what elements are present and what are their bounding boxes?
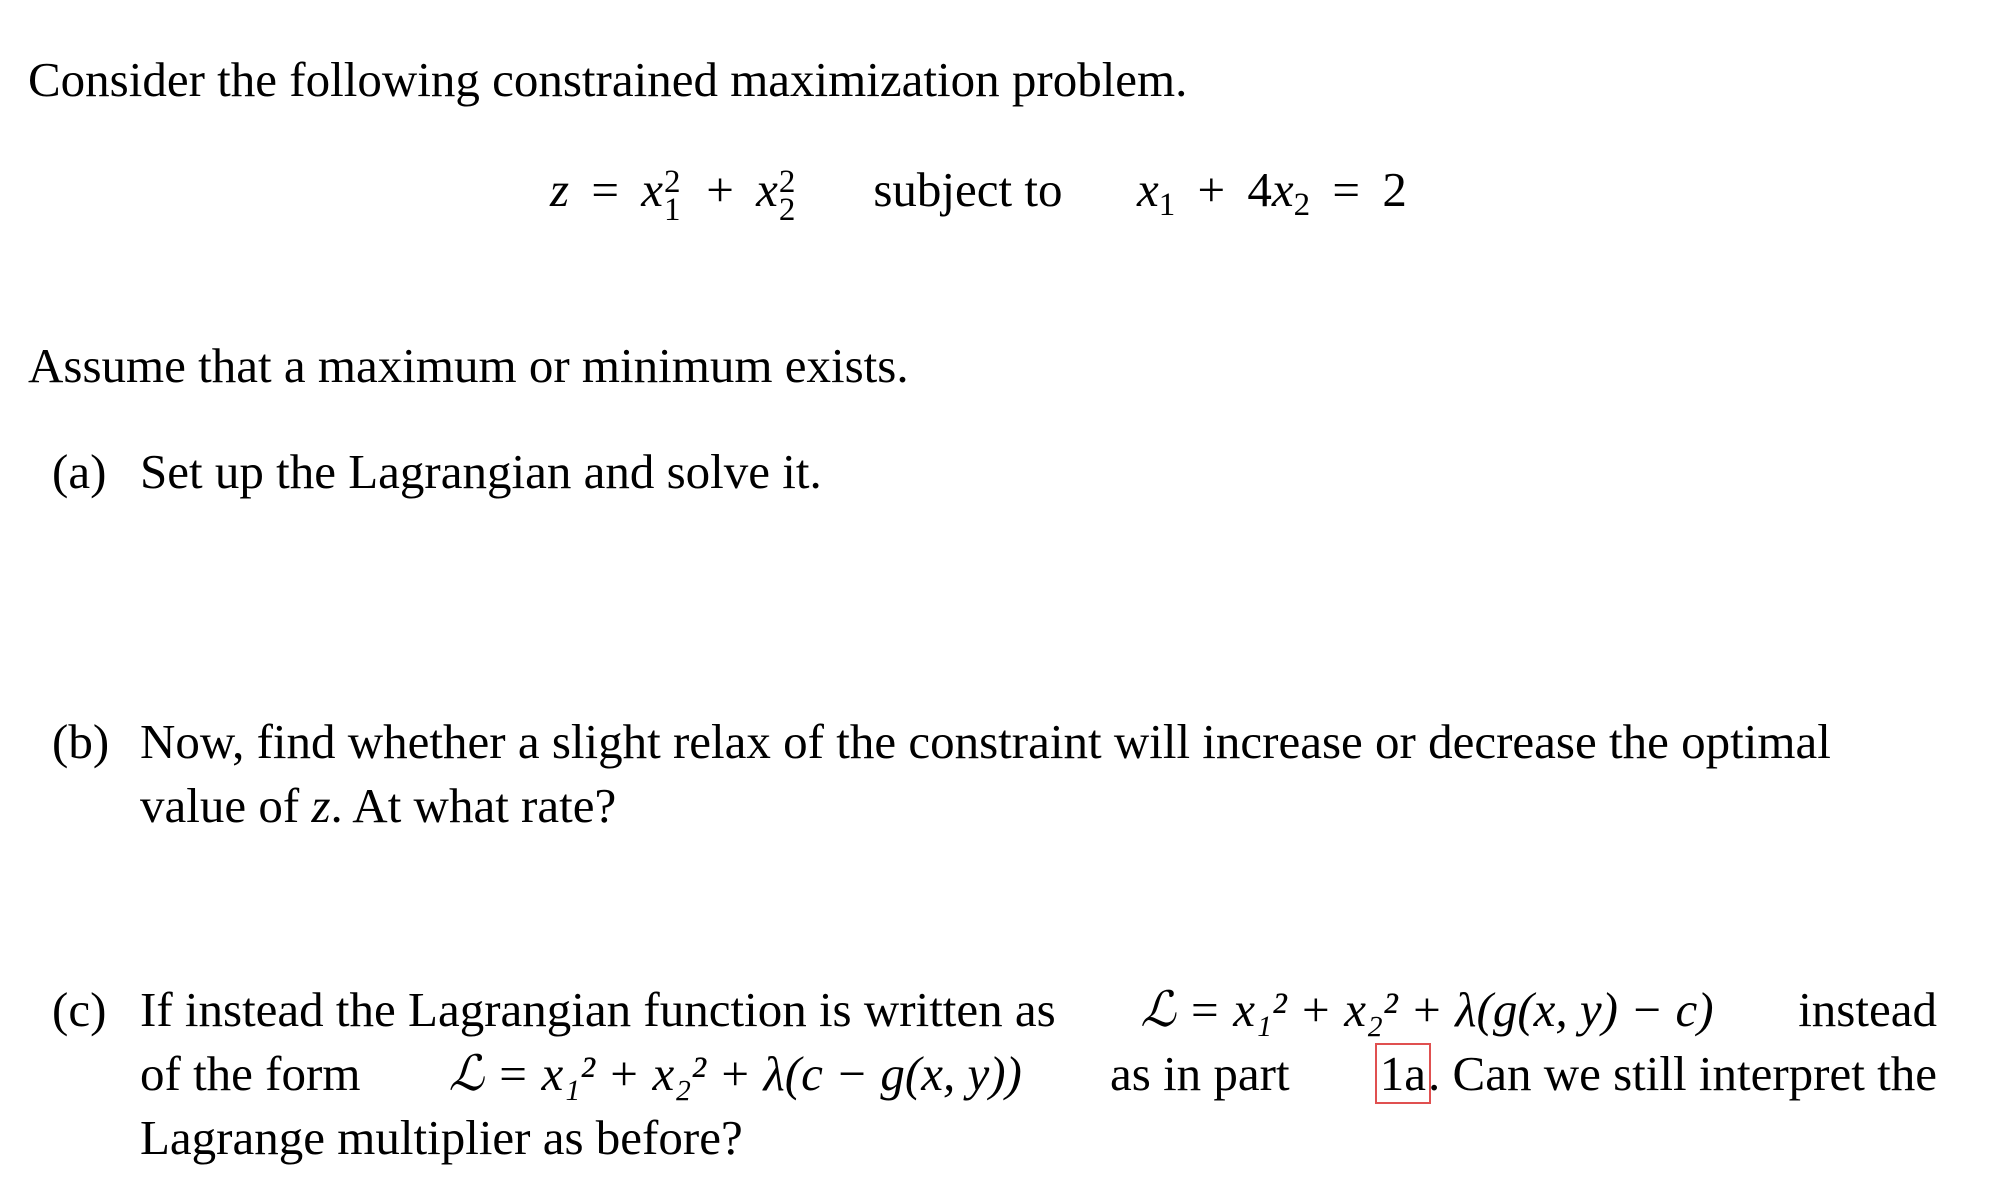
part-b-line-2-pre: value of: [140, 778, 312, 833]
part-a-body: [140, 440, 1937, 504]
constraint-x1: x: [1137, 162, 1159, 217]
lagrangian-symbol-2: ℒ: [448, 1045, 484, 1102]
objective-variable: z: [550, 162, 570, 217]
term-x2-sup: 2: [778, 163, 796, 200]
term-x2-sub: 2: [778, 191, 796, 228]
constraint-rhs: 2: [1382, 162, 1407, 217]
part-c-line-2-formula: = x₁² + x₂² + λ(c − g(x, y)): [496, 1046, 1022, 1101]
part-b-variable-z: z: [311, 778, 331, 833]
part-c-line-3: Lagrange multiplier as before?: [140, 1110, 743, 1165]
part-b-line-2: [140, 774, 1937, 838]
part-c-line-1-formula: = x₁² + x₂² + λ(g(x, y) − c): [1187, 982, 1714, 1037]
term-x1-scripts: [663, 163, 684, 228]
constraint-x1-sub: 1: [1158, 187, 1176, 224]
part-a-text: Set up the Lagrangian and solve it.: [140, 444, 822, 499]
plus-sign: +: [706, 162, 734, 217]
constraint-coef: 4: [1247, 162, 1272, 217]
part-c-line-2-ref-group: [1378, 1042, 1937, 1106]
part-b-line-1: Now, find whether a slight relax of the constraint will increase or decrease the optimal: [140, 714, 1831, 769]
constraint-equals: =: [1332, 162, 1361, 217]
constraint-x2: x: [1271, 162, 1294, 217]
constraint-plus: +: [1197, 162, 1226, 217]
problem-equation: [550, 158, 1407, 228]
constraint-x2-sub: 2: [1293, 187, 1311, 224]
part-c-line-2-post: . Can we still interpret the: [1428, 1046, 1937, 1101]
part-c-body: [140, 978, 1937, 1170]
part-c-line-2-mid: as in part: [1110, 1046, 1290, 1101]
part-c-line-1: [140, 978, 1937, 1042]
part-c-line-1-math: [1140, 978, 1713, 1042]
subject-to-label: subject to: [873, 162, 1063, 217]
part-b-body: [140, 710, 1937, 838]
part-c-label: (c): [52, 982, 107, 1037]
term-x2: x: [756, 162, 778, 217]
lagrangian-symbol: ℒ: [1140, 981, 1176, 1038]
part-a-label: (a): [52, 444, 107, 499]
term-x1-sub: 1: [663, 191, 681, 228]
term-x1: x: [641, 162, 663, 217]
part-c-line-2: [140, 1042, 1937, 1106]
part-b-label: (b): [52, 714, 110, 769]
part-c-line-1-pre: If instead the Lagrangian function is written as: [140, 982, 1056, 1037]
intro-text: Consider the following constrained maximization problem.: [28, 52, 1188, 107]
part-b-line-2-post: . At what rate?: [330, 778, 617, 833]
term-x1-sup: 2: [663, 163, 681, 200]
part-c-line-2-math: [449, 1042, 1022, 1106]
term-x2-scripts: [778, 163, 799, 228]
part-c-line-2-pre: of the form: [140, 1046, 361, 1101]
part-c-line-1-post: instead: [1798, 982, 1937, 1037]
equals-sign: =: [591, 162, 619, 217]
part-1a-reference-link[interactable]: 1a: [1379, 1046, 1427, 1101]
assumption-text: Assume that a maximum or minimum exists.: [28, 338, 909, 393]
